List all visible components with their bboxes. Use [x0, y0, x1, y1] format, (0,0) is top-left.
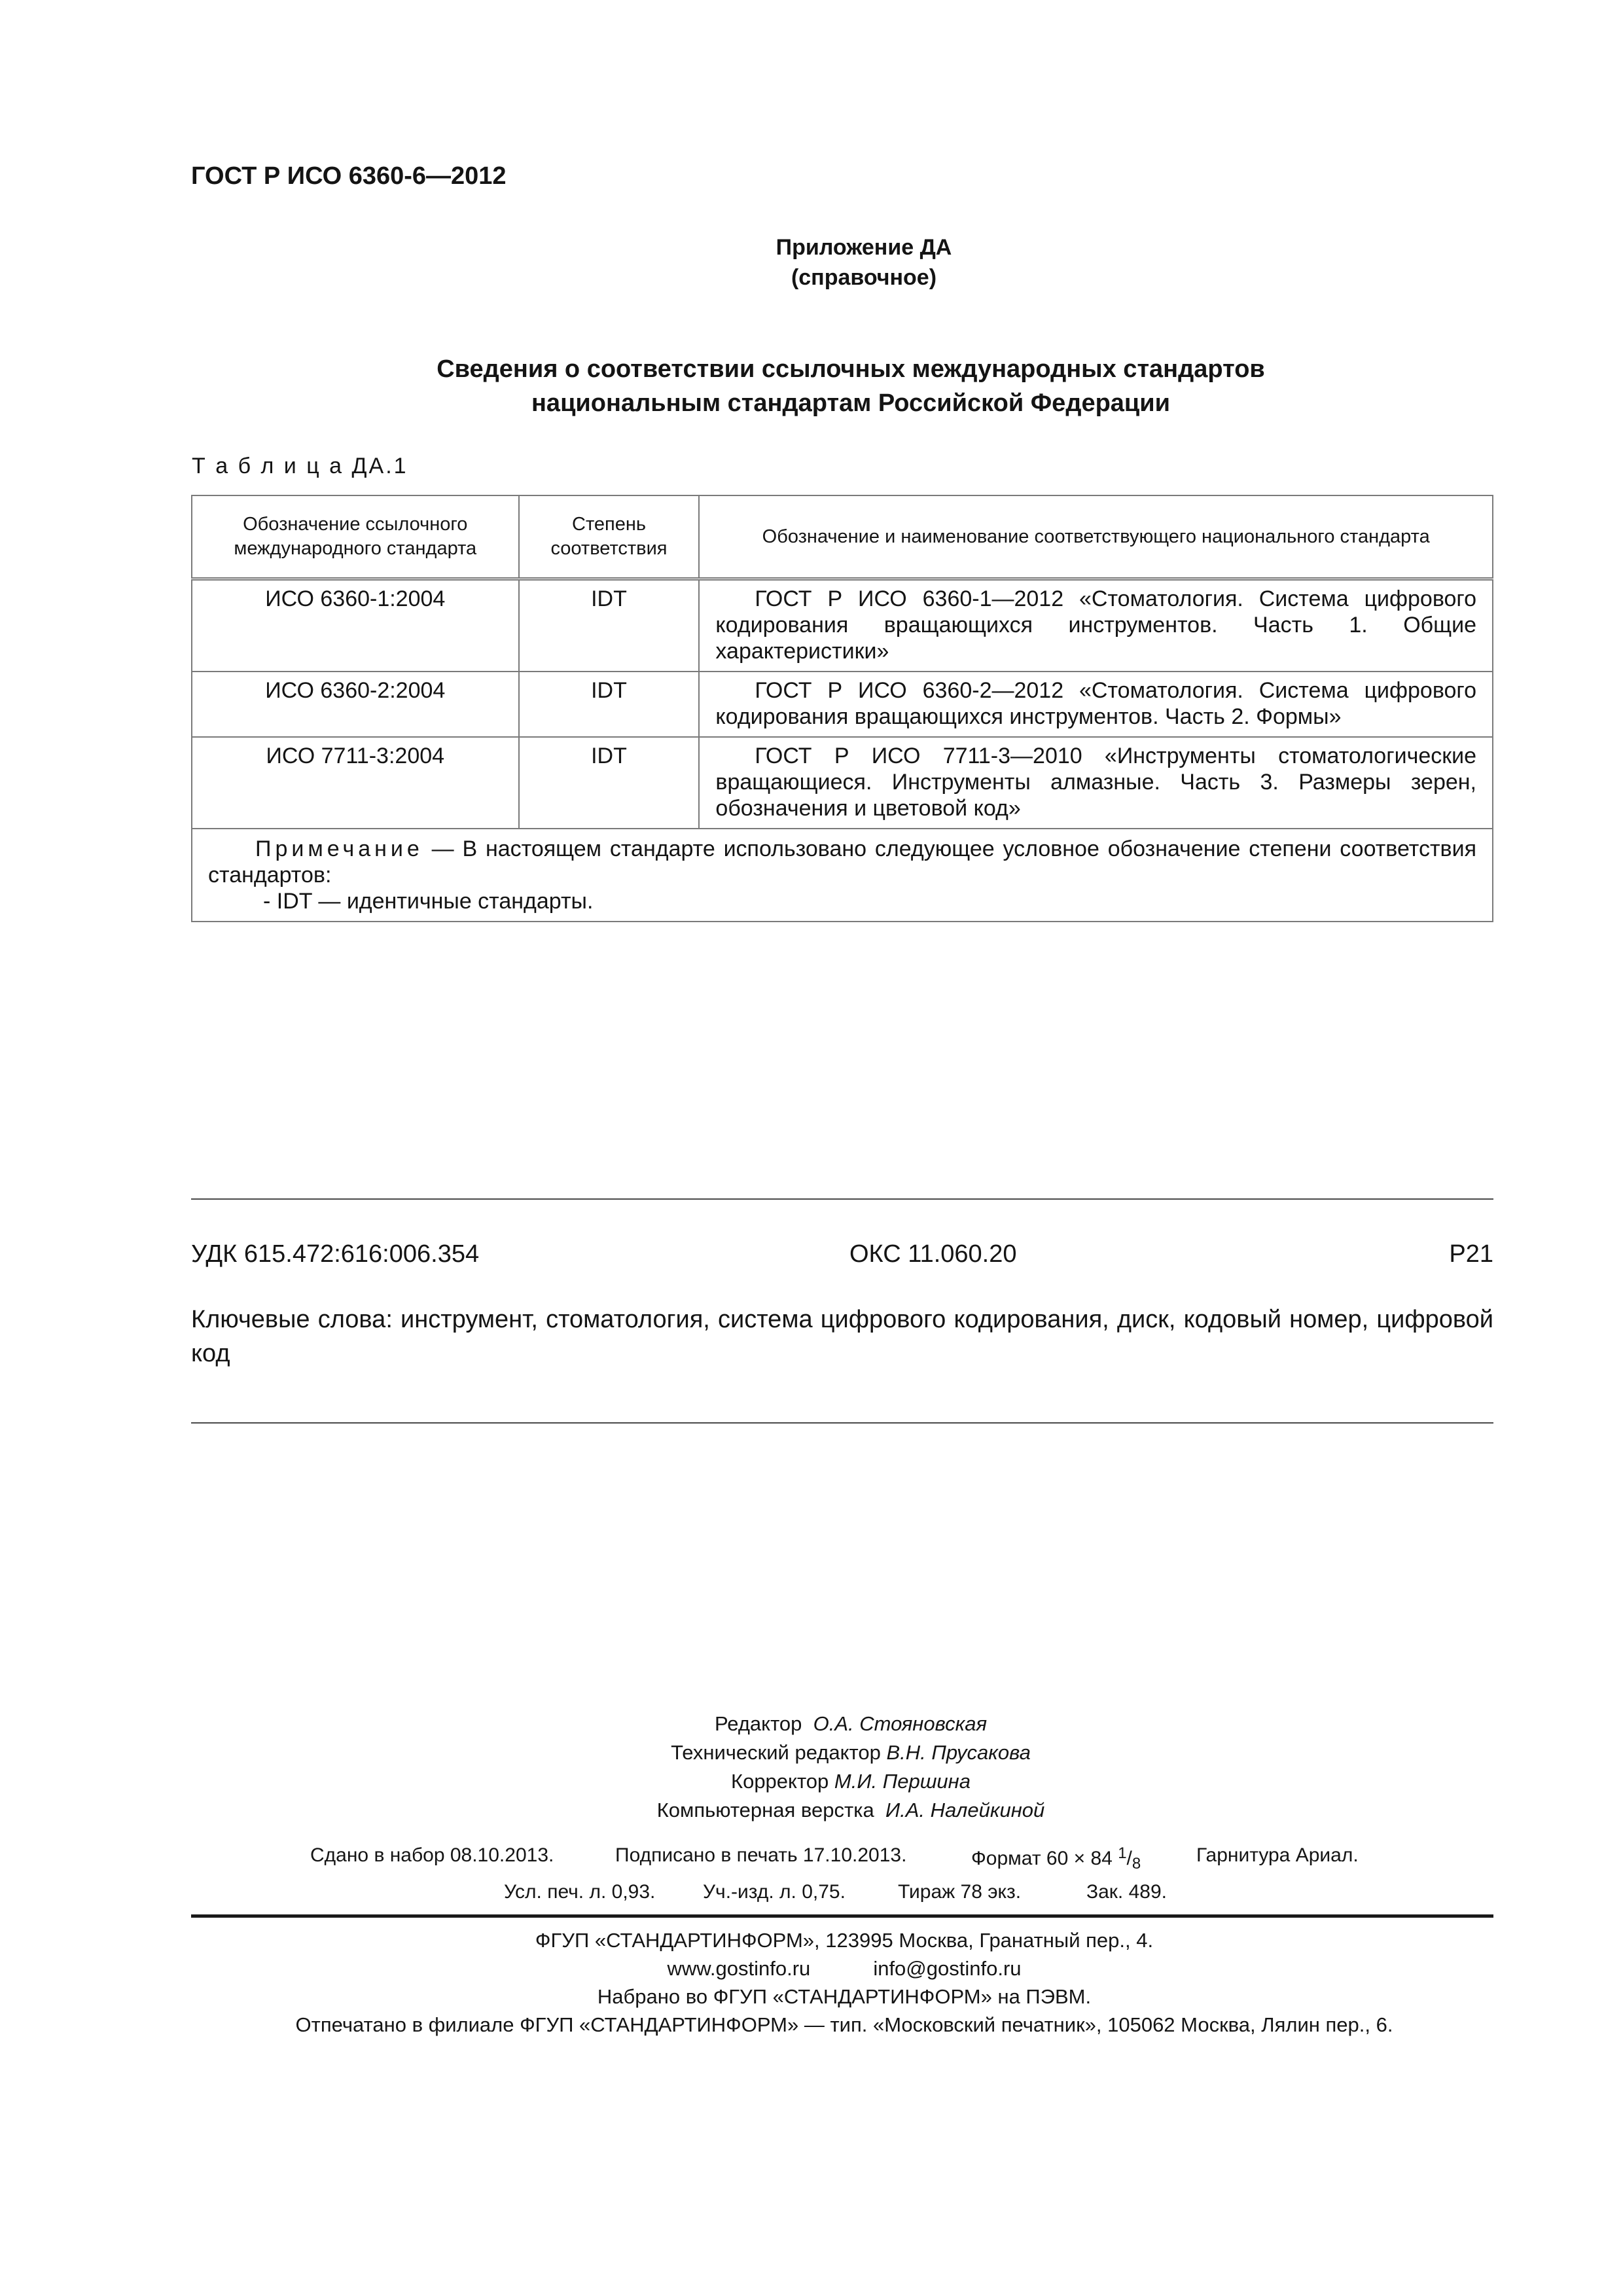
- standards-table: [191, 495, 1493, 922]
- table-note-row: [192, 829, 1493, 922]
- header-col1-line2: международного стандарта: [234, 538, 477, 559]
- format-spec: Формат 60 × 84 $^1/_8$: [971, 1844, 1141, 1873]
- national-standard-cell: ГОСТ Р ИСО 7711-3—2010 «Инструменты стоматологические вращающиеся. Инструменты алмазные. Часть 3. Размеры зерен, обозначения и цветовой код»: [699, 737, 1493, 829]
- degree-cell: IDT: [519, 737, 700, 829]
- reference-cell: ИСО 7711-3:2004: [192, 737, 519, 829]
- publisher-address: ФГУП «СТАНДАРТИНФОРМ», 123995 Москва, Гранатный пер., 4.: [535, 1929, 1154, 1952]
- order-number: Зак. 489.: [1086, 1881, 1167, 1903]
- credit-tech-editor: [458, 1738, 1243, 1767]
- keywords: Ключевые слова: инструмент, стоматология, система цифрового кодирования, диск, кодовый номер, цифровой код: [191, 1306, 1493, 1367]
- website: www.gostinfo.ru: [667, 1957, 811, 1980]
- layout-name: И.А. Налейкиной: [885, 1799, 1045, 1821]
- reference-cell: ИСО 6360-2:2004: [192, 672, 519, 737]
- national-standard-cell: ГОСТ Р ИСО 6360-2—2012 «Стоматология. Система цифрового кодирования вращающихся инструментов. Часть 2. Формы»: [699, 672, 1493, 737]
- proofreader-label: Корректор: [731, 1770, 829, 1793]
- document-code: ГОСТ Р ИСО 6360-6—2012: [191, 162, 507, 190]
- degree-cell: IDT: [519, 672, 700, 737]
- print-run: Тираж 78 экз.: [898, 1881, 1022, 1903]
- editor-label: Редактор: [714, 1712, 802, 1735]
- typeset-note: Набрано во ФГУП «СТАНДАРТИНФОРМ» на ПЭВМ.: [597, 1985, 1092, 2008]
- edit-sheets: Уч.-изд. л. 0,75.: [703, 1881, 846, 1903]
- format-numerator: 1: [1118, 1844, 1127, 1862]
- annex-title: Приложение ДА: [776, 235, 952, 260]
- divider-top: [191, 1198, 1493, 1200]
- tech-editor-label: Технический редактор: [671, 1741, 881, 1764]
- note-body: — В настоящем стандарте использовано следующее условное обозначение степени соответствия стандартов:: [208, 836, 1476, 888]
- header-national-standard: Обозначение и наименование соответствующего национального стандарта: [699, 495, 1493, 579]
- note-label: Примечание: [255, 836, 423, 861]
- footer-block: [190, 1926, 1499, 2039]
- layout-label: Компьютерная верстка: [656, 1799, 874, 1821]
- degree-cell: IDT: [519, 579, 700, 672]
- sent-date: Сдано в набор 08.10.2013.: [310, 1844, 554, 1866]
- national-standard-cell: ГОСТ Р ИСО 6360-1—2012 «Стоматология. Система цифрового кодирования вращающихся инструментов. Часть 1. Общие характеристики»: [699, 579, 1493, 672]
- section-heading: [327, 352, 1374, 420]
- table-caption: Т а б л и ц а ДА.1: [192, 454, 408, 478]
- typeface: Гарнитура Ариал.: [1196, 1844, 1359, 1866]
- credit-editor: [458, 1710, 1243, 1738]
- table-note: [192, 829, 1493, 922]
- header-reference-standard: [192, 495, 519, 579]
- credits-block: [458, 1710, 1243, 1825]
- editor-name: О.А. Стояновская: [813, 1712, 988, 1735]
- annex-subtitle: (справочное): [791, 265, 937, 290]
- print-sheets: Усл. печ. л. 0,93.: [504, 1881, 656, 1903]
- proofreader-name: М.И. Першина: [834, 1770, 971, 1793]
- tech-editor-name: В.Н. Прусакова: [886, 1741, 1031, 1764]
- header-col2-line2: соответствия: [550, 538, 668, 559]
- note-list-item: - IDT — идентичные стандарты.: [263, 889, 594, 914]
- header-col2-line1: Степень: [572, 514, 646, 535]
- format-prefix: Формат 60 × 84: [971, 1848, 1113, 1869]
- divider-middle: [191, 1422, 1493, 1424]
- oks-code: ОКС 11.060.20: [849, 1240, 1017, 1268]
- reference-cell: ИСО 6360-1:2004: [192, 579, 519, 672]
- udk-code: УДК 615.472:616:006.354: [191, 1240, 480, 1268]
- header-col1-line1: Обозначение ссылочного: [243, 514, 468, 535]
- table-row: [192, 579, 1493, 672]
- credit-layout: [458, 1796, 1243, 1825]
- table-row: [192, 672, 1493, 737]
- heading-line-2: национальным стандартам Российской Федерации: [531, 389, 1170, 417]
- classification-code: Р21: [1449, 1240, 1493, 1268]
- contact-line: [190, 1954, 1499, 1982]
- table-header-row: [192, 495, 1493, 579]
- email: info@gostinfo.ru: [873, 1957, 1022, 1980]
- table-row: [192, 737, 1493, 829]
- heading-line-1: Сведения о соответствии ссылочных международных стандартов: [437, 355, 1265, 383]
- header-degree: [519, 495, 700, 579]
- divider-thick: [191, 1914, 1493, 1918]
- credit-proofreader: [458, 1767, 1243, 1796]
- annex-block: [681, 232, 1047, 293]
- signed-date: Подписано в печать 17.10.2013.: [615, 1844, 907, 1866]
- note-paragraph: [208, 836, 1476, 888]
- format-denominator: 8: [1132, 1855, 1141, 1873]
- printed-note: Отпечатано в филиале ФГУП «СТАНДАРТИНФОРМ» — тип. «Московский печатник», 105062 Москва, Лялин пер., 6.: [295, 2013, 1393, 2036]
